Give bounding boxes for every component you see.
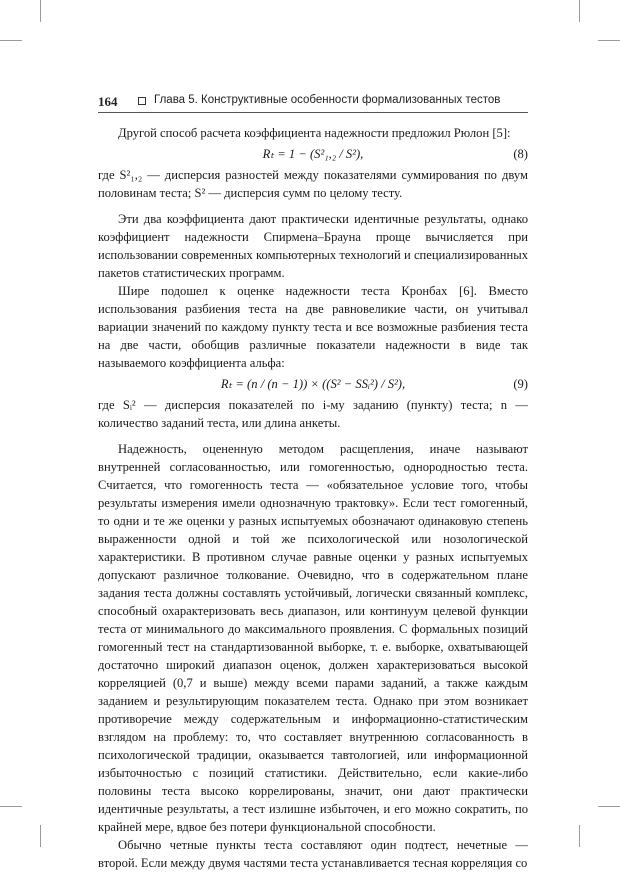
page-body: [98, 124, 528, 872]
crop-mark: [579, 0, 580, 22]
page-number: 164: [98, 94, 118, 109]
chapter-title: Глава 5. Конструктивные особенности формализованных тестов: [154, 94, 501, 106]
paragraph: Шире подошел к оценке надежности теста Кронбах [6]. Вместо использования разбиения теста на две равновеликие части, он учитывал вариации значений по каждому пункту теста и все возможные разбиения теста на две части, обобщив различные показатели надежности в виде так называемого коэффициента альфа:: [98, 284, 528, 370]
crop-mark: [0, 806, 22, 807]
paragraph: Эти два коэффициента дают практически идентичные результаты, однако коэффициент надежности Спирмена–Брауна проще вычисляется при использовании современных компьютерных технологий и специализированных пакетов статистических программ.: [98, 212, 528, 280]
formula-number: (8): [513, 147, 528, 161]
header-rule: [98, 112, 528, 113]
formula-text: Rₜ = 1 − (S²₁,₂ / S²),: [262, 147, 364, 161]
crop-mark: [579, 825, 580, 847]
crop-mark: [40, 0, 41, 22]
formula-8: [98, 144, 528, 166]
running-header: [98, 92, 528, 112]
formula-text: Rₜ = (n / (n − 1)) × ((S² − SSᵢ²) / S²),: [220, 377, 406, 391]
paragraph: Надежность, оцененную методом расщепления, иначе называют внутренней согласованностью, или гомогенностью, однородностью теста. Считается, что гомогенность теста — «обязательное условие того, чтобы результаты измерения имели однозначную трактовку». Если тест гомогенный, то одни и те же оценки у разных испытуемых обозначают одинаковую степень выраженности одной и той же психологической или нозологической характеристики. В противном случае равные оценки у разных испытуемых допускают различное толкование. Очевидно, что в содержательном плане задания теста должны составлять устойчивый, логически связанный комплекс, способный охарактеризовать весь диапазон, или континуум целевой функции теста от минимального до максимального проявления. С формальных позиций гомогенный тест на стандартизованной выборке, т. е. выборке, охватывающей достаточно широкий диапазон оценок, должен характеризоваться высокой корреляцией (0,7 и выше) между всеми парами заданий, а также каждым заданием и результирующим показателем теста. Однако при этом возникает противоречие между содержательным и информационно-статистическим взглядом на проблему: то, что составляет внутреннюю согласованность в психологической традиции, оказывается тавтологией, или информационной избыточностью с позиций статистики. Действительно, если какие-либо половины теста высоко коррелированы, значит, они дают практически идентичные результаты, а тест излишне избыточен, и его можно сократить, по крайней мере, вдвое без потери функциональной способности.: [98, 442, 528, 834]
crop-mark: [0, 40, 22, 41]
crop-mark: [40, 825, 41, 847]
formula-9: [98, 374, 528, 396]
formula-number: (9): [513, 377, 528, 391]
crop-mark: [598, 40, 620, 41]
square-bullet-icon: [138, 97, 146, 105]
paragraph: Обычно четные пункты теста составляют один подтест, нечетные — второй. Если между двумя частями теста устанавливается тесная корреляция со: [98, 838, 528, 870]
crop-mark: [598, 806, 620, 807]
paragraph: Другой способ расчета коэффициента надежности предложил Рюлон [5]:: [118, 126, 511, 140]
paragraph: где S²₁,₂ — дисперсия разностей между показателями суммирования по двум половинам теста; S² — дисперсия сумм по целому тесту.: [98, 168, 528, 200]
paragraph: где Sᵢ² — дисперсия показателей по i-му заданию (пункту) теста; n — количество заданий теста, или длина анкеты.: [98, 398, 528, 430]
